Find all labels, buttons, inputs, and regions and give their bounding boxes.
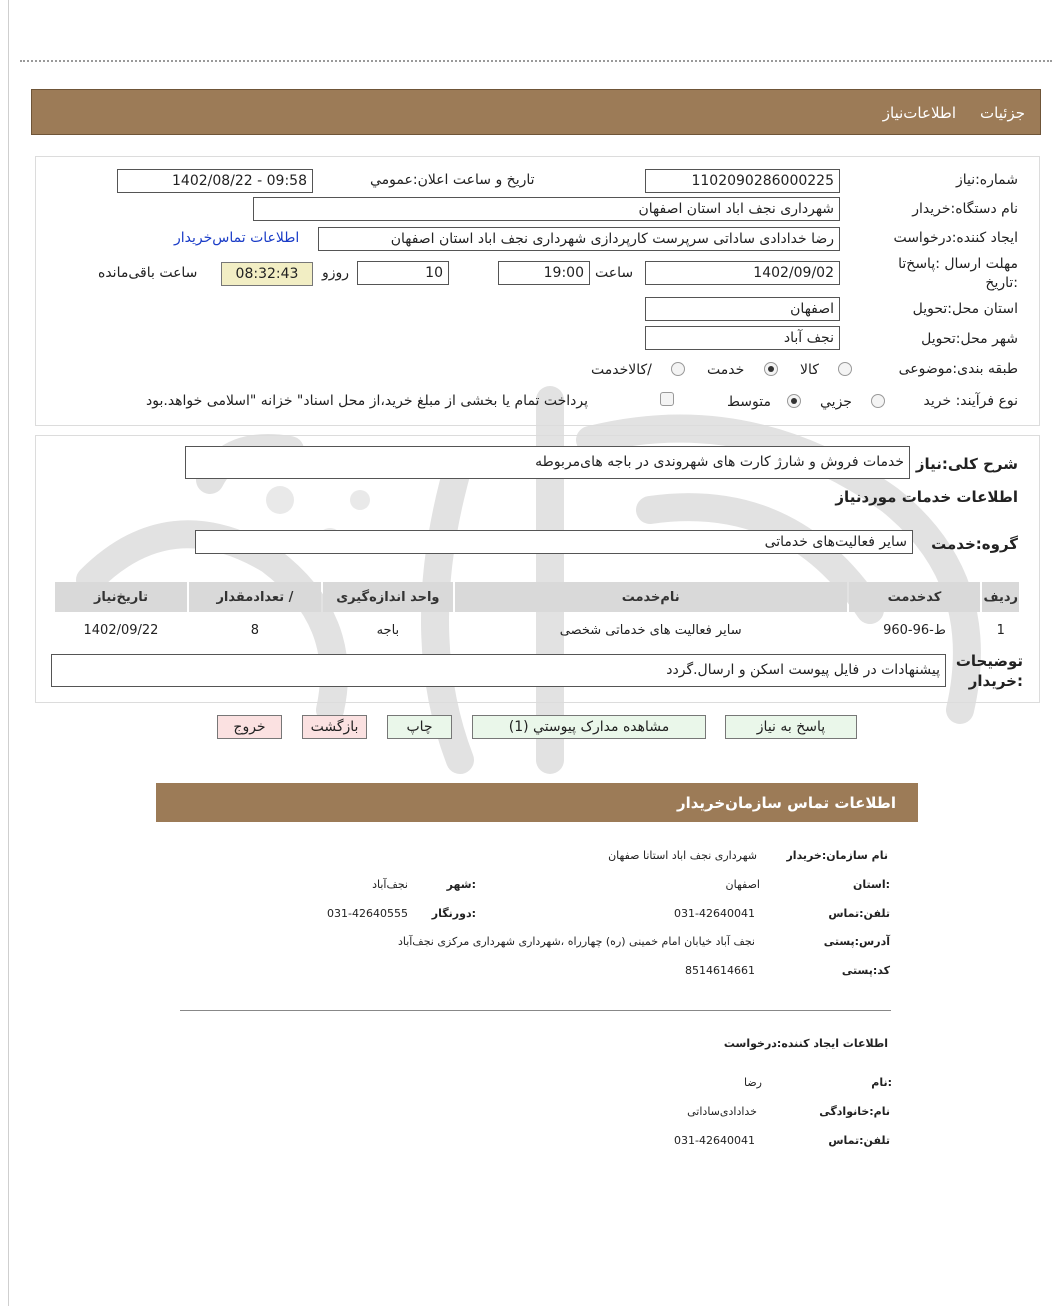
left-border-line xyxy=(8,0,9,1306)
category-label: طبقه بندی:موضوعی xyxy=(898,361,1018,377)
remaining-time-field: 08:32:43 xyxy=(221,262,313,286)
cell-service-code: ط-96-960 xyxy=(883,622,946,638)
treasury-payment-checkbox[interactable] xyxy=(660,392,674,406)
announce-date-field: 1402/08/22 - 09:58 xyxy=(117,169,313,193)
contact-org-label: نام سازمان:خریدار xyxy=(786,849,888,862)
creator-info-title: اطلاعات ایجاد کننده:درخواست xyxy=(723,1037,888,1050)
service-group-label: گروه:خدمت xyxy=(931,535,1018,553)
process-option-minor: جزیي xyxy=(820,394,852,410)
contact-postal-value: 8514614661 xyxy=(685,964,755,977)
radio-minor[interactable] xyxy=(871,394,885,408)
contact-phone-value: 031-42640041 xyxy=(674,907,755,920)
services-table xyxy=(53,580,1021,648)
province-label: استان محل:تحویل xyxy=(912,301,1018,317)
creator-label: ایجاد کننده:درخواست xyxy=(893,230,1018,246)
print-button[interactable]: چاپ xyxy=(387,715,452,739)
city-label: شهر محل:تحویل xyxy=(921,331,1018,347)
radio-service[interactable] xyxy=(764,362,778,376)
process-option-medium: متوسط xyxy=(727,394,771,410)
radio-goods[interactable] xyxy=(838,362,852,376)
deadline-label-2: :تاریخ xyxy=(985,275,1018,291)
creator-name-value: رضا xyxy=(743,1076,762,1089)
col-service-code: کدخدمت xyxy=(849,582,981,612)
general-desc-label: شرح کلی:نیاز xyxy=(915,455,1018,473)
contact-postal-label: کد:پستی xyxy=(841,964,890,977)
announce-label: تاریخ و ساعت اعلان:عمومي xyxy=(370,172,535,188)
buyer-notes-field: پیشنهادات در فایل پیوست اسکن و ارسال.گردد xyxy=(51,654,946,687)
deadline-label: مهلت ارسال :پاسخ‌تا xyxy=(898,256,1018,272)
category-option-goods: کالا xyxy=(800,362,819,378)
buyer-contact-link[interactable]: اطلاعات تماس‌خریدار xyxy=(174,230,300,246)
contact-fax-value: 031-42640555 xyxy=(327,907,408,920)
col-unit: واحد اندازه‌گیری xyxy=(323,582,453,612)
contact-fax-label: :دورنگار xyxy=(431,907,476,920)
service-group-field: سایر فعالیت‌های خدماتی xyxy=(195,530,913,554)
contact-province-label: :استان xyxy=(853,878,890,891)
creator-phone-value: 031-42640041 xyxy=(674,1134,755,1147)
view-attachments-button[interactable]: مشاهده مدارک پیوستي (1) xyxy=(472,715,706,739)
creator-field: رضا خدادادی ساداتی سرپرست کارپردازی شهرداری نجف اباد استان اصفهان xyxy=(318,227,840,251)
contact-address-value: نجف آباد خیابان امام خمینی (ره) چهارراه ،شهرداری شهرداری مرکزی نجف‌آباد xyxy=(397,935,755,948)
details-header-bar xyxy=(31,89,1041,135)
creator-name-label: :نام xyxy=(871,1076,892,1089)
buyer-notes-label: توضیحات xyxy=(955,652,1023,670)
top-dotted-divider xyxy=(20,60,1052,62)
radio-goods-service[interactable] xyxy=(671,362,685,376)
cell-need-date: 1402/09/22 xyxy=(83,622,159,638)
service-section-title: اطلاعات خدمات موردنیاز xyxy=(835,488,1018,506)
creator-family-value: خدادادی‌ساداتی xyxy=(687,1105,757,1118)
cell-unit: باجه xyxy=(376,622,400,638)
contact-city-label: :شهر xyxy=(446,878,476,891)
contact-phone-label: تلفن:تماس xyxy=(828,907,890,920)
buyer-contact-title: اطلاعات تماس سازمان‌خریدار xyxy=(676,794,896,812)
remaining-label: ساعت باقی‌مانده xyxy=(98,265,198,281)
need-number-label: شماره:نیاز xyxy=(955,172,1018,188)
hour-label: ساعت xyxy=(595,265,634,281)
need-number-field: 1102090286000225 xyxy=(645,169,840,193)
days-remaining-field: 10 xyxy=(357,261,449,285)
table-row xyxy=(55,614,1019,646)
back-button[interactable]: بازگشت xyxy=(302,715,367,739)
province-field: اصفهان xyxy=(645,297,840,321)
col-need-date: تاریخ‌نیاز xyxy=(55,582,187,612)
creator-phone-label: تلفن:تماس xyxy=(828,1134,890,1147)
buyer-notes-label-2: :خریدار xyxy=(968,672,1023,690)
deadline-date-field: 1402/09/02 xyxy=(645,261,840,285)
contact-city-value: نجف‌آباد xyxy=(372,878,408,891)
col-quantity: / تعدادمقدار xyxy=(189,582,321,612)
deadline-time-field: 19:00 xyxy=(498,261,590,285)
buyer-contact-header xyxy=(156,783,918,822)
cell-row: 1 xyxy=(996,622,1005,638)
general-desc-field: خدمات فروش و شارژ کارت های شهروندی در باجه های‌مربوطه xyxy=(185,446,910,479)
tab-details[interactable]: جزئیات xyxy=(980,104,1025,122)
cell-quantity: 8 xyxy=(250,622,260,638)
category-option-goods-service: /کالاخدمت xyxy=(591,362,652,378)
city-field: نجف آباد xyxy=(645,326,840,350)
reply-button[interactable]: پاسخ به نیاز xyxy=(725,715,857,739)
radio-medium[interactable] xyxy=(787,394,801,408)
exit-button[interactable]: خروج xyxy=(217,715,282,739)
payment-note: پرداخت تمام یا بخشی از مبلغ خرید،از محل اسناد" خزانه "اسلامی خواهد.بود xyxy=(146,393,589,409)
contact-divider xyxy=(180,1010,891,1011)
buyer-org-label: نام دستگاه:خریدار xyxy=(912,201,1018,217)
contact-org-value: شهرداری نجف اباد استانا صفهان xyxy=(608,849,757,862)
buyer-org-field: شهرداری نجف اباد استان اصفهان xyxy=(253,197,840,221)
table-header-row xyxy=(55,582,1019,612)
category-option-service: خدمت xyxy=(707,362,745,378)
tab-need-info[interactable]: اطلاعات‌نیاز xyxy=(882,104,956,122)
creator-family-label: نام:خانوادگی xyxy=(819,1105,890,1118)
process-label: نوع فرآیند: خرید xyxy=(923,393,1018,409)
contact-province-value: اصفهان xyxy=(725,878,760,891)
col-service-name: نام‌خدمت xyxy=(455,582,847,612)
days-label: روزو xyxy=(322,265,350,281)
cell-service-name: سایر فعالیت های خدماتی شخصی xyxy=(559,622,742,638)
col-row: ردیف xyxy=(982,582,1019,612)
contact-address-label: آدرس:پستی xyxy=(823,935,890,948)
